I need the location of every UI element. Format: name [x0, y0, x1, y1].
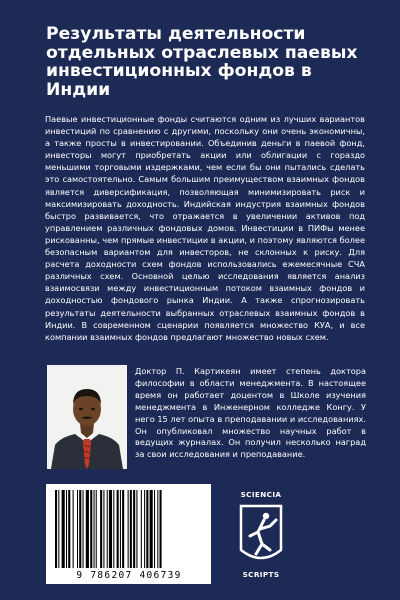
author-photo — [47, 365, 127, 469]
isbn-barcode — [46, 484, 211, 584]
isbn-number: 9 786207 406739 — [76, 570, 182, 581]
publisher-emblem-icon — [236, 502, 286, 568]
publisher-name-bottom: SCRIPTS — [242, 570, 280, 579]
book-description: Паевые инвестиционные фонды считаются одним из лучших вариантов инвестиций по сравнению с другими, поскольку они очень экономичны, а также просты в инвестировании. Объединив деньги в паевой фонд, инвесторы могут приобретать акции или облигации с гораздо меньшими торговыми издержками, чем если бы они пытались сделать это самостоятельно. Самым большим преимуществом взаимных фондов является диверсификация, позволяющая минимизировать риск и максимизировать доходность. Индийская индустрия взаимных фондов быстро развивается, что отражается в увеличении активов под управлением различных фондовых домов. Инвестиции в ПИФы менее рискованны, чем прямые инвестиции в акции, и поэтому являются более безопасным вариантом для инвесторов, не склонных к риску. Для расчета доходности схем фондов использовались ежемесячные СЧА различных схем. Основной целью исследования является анализ взаимосвязи между инвестиционным потоком взаимных фондов и доходностью фондового рынка Индии. А также спрогнозировать результаты деятельности выбранных отраслевых взаимных фондов в Индии. В современном сценарии появляется множество КУА, и все компании взаимных фондов предлагают множество новых схем. — [45, 114, 365, 342]
book-title: Результаты деятельности отдельных отраслевых паевых инвестиционных фондов в Индии — [46, 24, 358, 100]
publisher-logo — [232, 490, 290, 582]
publisher-name-top: SCIENCIA — [240, 490, 282, 499]
author-bio: Доктор П. Картикеян имеет степень доктора философии в области менеджмента. В настоящее время он работает доцентом в Школе изучения менеджмента в Инженерном колледже Конгу. У него 15 лет опыта в преподавании и исследованиях. Он опубликовал множество научных работ в ведущих журналах. Он получил несколько наград за свои исследования и преподавание. — [135, 366, 366, 460]
